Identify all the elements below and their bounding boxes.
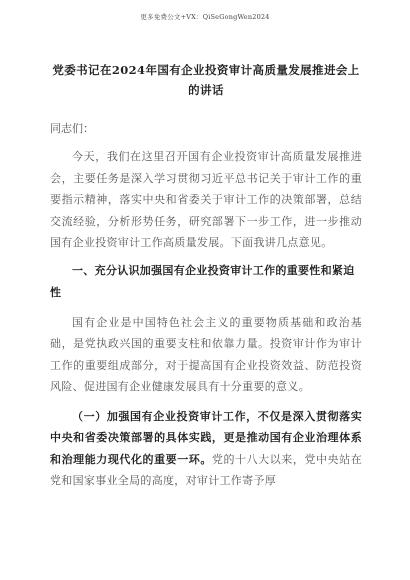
subsection-bold-text: （一）加强国有企业投资审计工作，不仅是深入贯彻落实中央和省委决策部署的具体实践，更是推动国有企业治理体系和治理能力现代化的重要一环。 <box>50 409 362 466</box>
section-heading: 一、充分认识加强国有企业投资审计工作的重要性和紧迫性 <box>50 263 355 299</box>
header-note: 更多免费公文+VX：QiSeGongWen2024 <box>140 13 270 21</box>
document-title: 党委书记在2024年国有企业投资审计高质量发展推进会上的讲话 <box>52 63 360 97</box>
subsection-paragraph <box>50 406 362 492</box>
salutation: 同志们： <box>50 122 94 135</box>
intro-paragraph: 今天，我们在这里召开国有企业投资审计高质量发展推进会，主要任务是深入学习贯彻习近平总书记关于审计工作的重要指示精神，落实中央和省委关于审计工作的决策部署，总结交流经验，分析形势任务，研究部署下一步工作，进一步推动国有企业投资审计工作高质量发展。下面我讲几点意见。 <box>50 150 362 249</box>
section-paragraph: 国有企业是中国特色社会主义的重要物质基础和政治基础，是党执政兴国的重要支柱和依靠力量。投资审计作为审计工作的重要组成部分，对于提高国有企业投资效益、防范投资风险、促进国有企业健康发展具有十分重要的意义。 <box>50 315 362 393</box>
document-body <box>50 60 362 492</box>
subsection-text: 党的十八大以来，党中央站在党和国家事业全局的高度，对审计工作寄予厚 <box>50 452 363 487</box>
